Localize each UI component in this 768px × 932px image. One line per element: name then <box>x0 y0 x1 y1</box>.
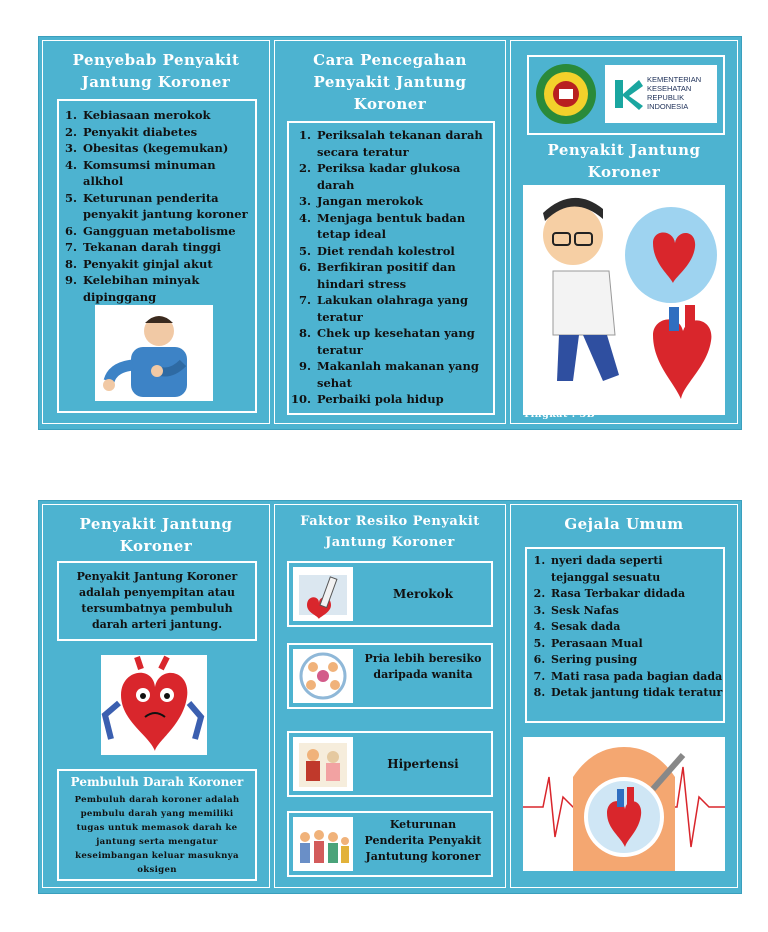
prevention-list <box>289 127 493 408</box>
prevention-item: 9. Makanlah makanan yang sehat <box>315 358 493 391</box>
smoking-thumb <box>293 567 353 621</box>
definition-title: Penyakit Jantung Koroner <box>79 515 233 555</box>
risk-row-men <box>287 643 493 709</box>
symptom-item: 8. Detak jantung tidak teratur <box>549 685 723 702</box>
cause-item: 1. Kebiasaan merokok <box>81 107 255 124</box>
chest-heart-illustration <box>523 737 725 871</box>
logos-box <box>527 55 725 135</box>
definition-panel <box>42 504 270 888</box>
sick-heart-image <box>101 655 207 755</box>
definition-text: Penyakit Jantung Koroner adalah penyempitan atau tersumbatnya pembuluh darah arteri jantung. <box>76 570 238 631</box>
student-name: Nama : Elsa Agustina <box>523 389 648 400</box>
prevention-list-box <box>287 121 495 415</box>
cause-item: 7. Tekanan darah tinggi <box>81 239 255 256</box>
vessel-title: Pembuluh Darah Koroner <box>70 775 244 789</box>
institution-seal-icon <box>535 63 597 125</box>
risk-row-smoking <box>287 561 493 627</box>
symptoms-panel <box>510 504 738 888</box>
risk-label-men: Pria lebih beresiko daripada wanita <box>364 652 482 681</box>
vessel-text: Pembuluh darah koroner adalah pembulu darah yang memiliki tugas untuk memasok darah ke jantung serta mengatur keseimbangan keluar masuknya oksigen <box>74 795 240 875</box>
vessel-box <box>57 769 257 881</box>
prevention-item: 7. Lakukan olahraga yang teratur <box>315 292 493 325</box>
risk-label-hypertension: Hipertensi <box>387 757 459 771</box>
ministry-logo <box>605 65 717 123</box>
prevention-item: 8. Chek up kesehatan yang teratur <box>315 325 493 358</box>
symptom-item: 7. Mati rasa pada bagian dada <box>549 669 723 686</box>
risk-row-hypertension <box>287 731 493 797</box>
cause-item: 4. Komsumsi minuman alkhol <box>81 157 255 190</box>
cover-title: Penyakit Jantung Koroner <box>547 141 701 181</box>
hypertension-thumb <box>293 737 353 791</box>
student-level: Tingkat : 3B <box>523 409 596 420</box>
risk-label-heredity: Keturunan Penderita Penyakit Jantutung koroner <box>364 818 482 863</box>
prevention-item: 6. Berfikiran positif dan hindari stress <box>315 259 493 292</box>
prevention-item: 5. Diet rendah kolestrol <box>315 243 493 260</box>
cause-item: 8. Penyakit ginjal akut <box>81 256 255 273</box>
prevention-item: 4. Menjaga bentuk badan tetap ideal <box>315 210 493 243</box>
symptom-item: 5. Perasaan Mual <box>549 636 723 653</box>
prevention-item: 2. Periksa kadar glukosa darah <box>315 160 493 193</box>
symptom-item: 1. nyeri dada seperti tejanggal sesuatu <box>549 553 723 586</box>
bottom-brochure-sheet <box>38 500 742 894</box>
causes-title: Penyebab Penyakit Jantung Koroner <box>72 51 240 91</box>
symptom-item: 6. Sering pusing <box>549 652 723 669</box>
causes-panel <box>42 40 270 424</box>
ministry-logo-text: KEMENTERIAN KESEHATAN REPUBLIK INDONESIA <box>647 75 702 111</box>
symptoms-list-box <box>525 547 725 723</box>
symptoms-list <box>527 553 723 702</box>
prevention-title: Cara Pencegahan Penyakit Jantung Koroner <box>313 51 467 113</box>
ministry-emblem-icon <box>607 74 647 114</box>
men-women-thumb <box>293 649 353 703</box>
causes-list-box <box>57 99 257 413</box>
cause-item: 3. Obesitas (kegemukan) <box>81 140 255 157</box>
risk-row-heredity <box>287 811 493 877</box>
symptom-item: 2. Rasa Terbakar didada <box>549 586 723 603</box>
prevention-item: 1. Periksalah tekanan darah secara teratur <box>315 127 493 160</box>
symptom-item: 4. Sesak dada <box>549 619 723 636</box>
causes-list <box>59 107 255 305</box>
top-brochure-sheet <box>38 36 742 430</box>
heart-attack-illustration <box>523 185 725 415</box>
chest-pain-man-image <box>95 305 213 401</box>
prevention-panel <box>274 40 506 424</box>
cover-panel <box>510 40 738 424</box>
cause-item: 5. Keturunan penderita penyakit jantung koroner <box>81 190 255 223</box>
risk-label-smoking: Merokok <box>393 587 453 601</box>
prevention-item: 3. Jangan merokok <box>315 193 493 210</box>
risk-factors-title: Faktor Resiko Penyakit Jantung Koroner <box>300 514 480 550</box>
cause-item: 6. Gangguan metabolisme <box>81 223 255 240</box>
symptoms-title: Gejala Umum <box>564 515 684 533</box>
risk-factors-panel <box>274 504 506 888</box>
cause-item: 9. Kelebihan minyak dipinggang <box>81 272 255 305</box>
cause-item: 2. Penyakit diabetes <box>81 124 255 141</box>
prevention-item: 10. Perbaiki pola hidup <box>315 391 493 408</box>
definition-box <box>57 561 257 641</box>
family-thumb <box>293 817 353 871</box>
symptom-item: 3. Sesk Nafas <box>549 603 723 620</box>
